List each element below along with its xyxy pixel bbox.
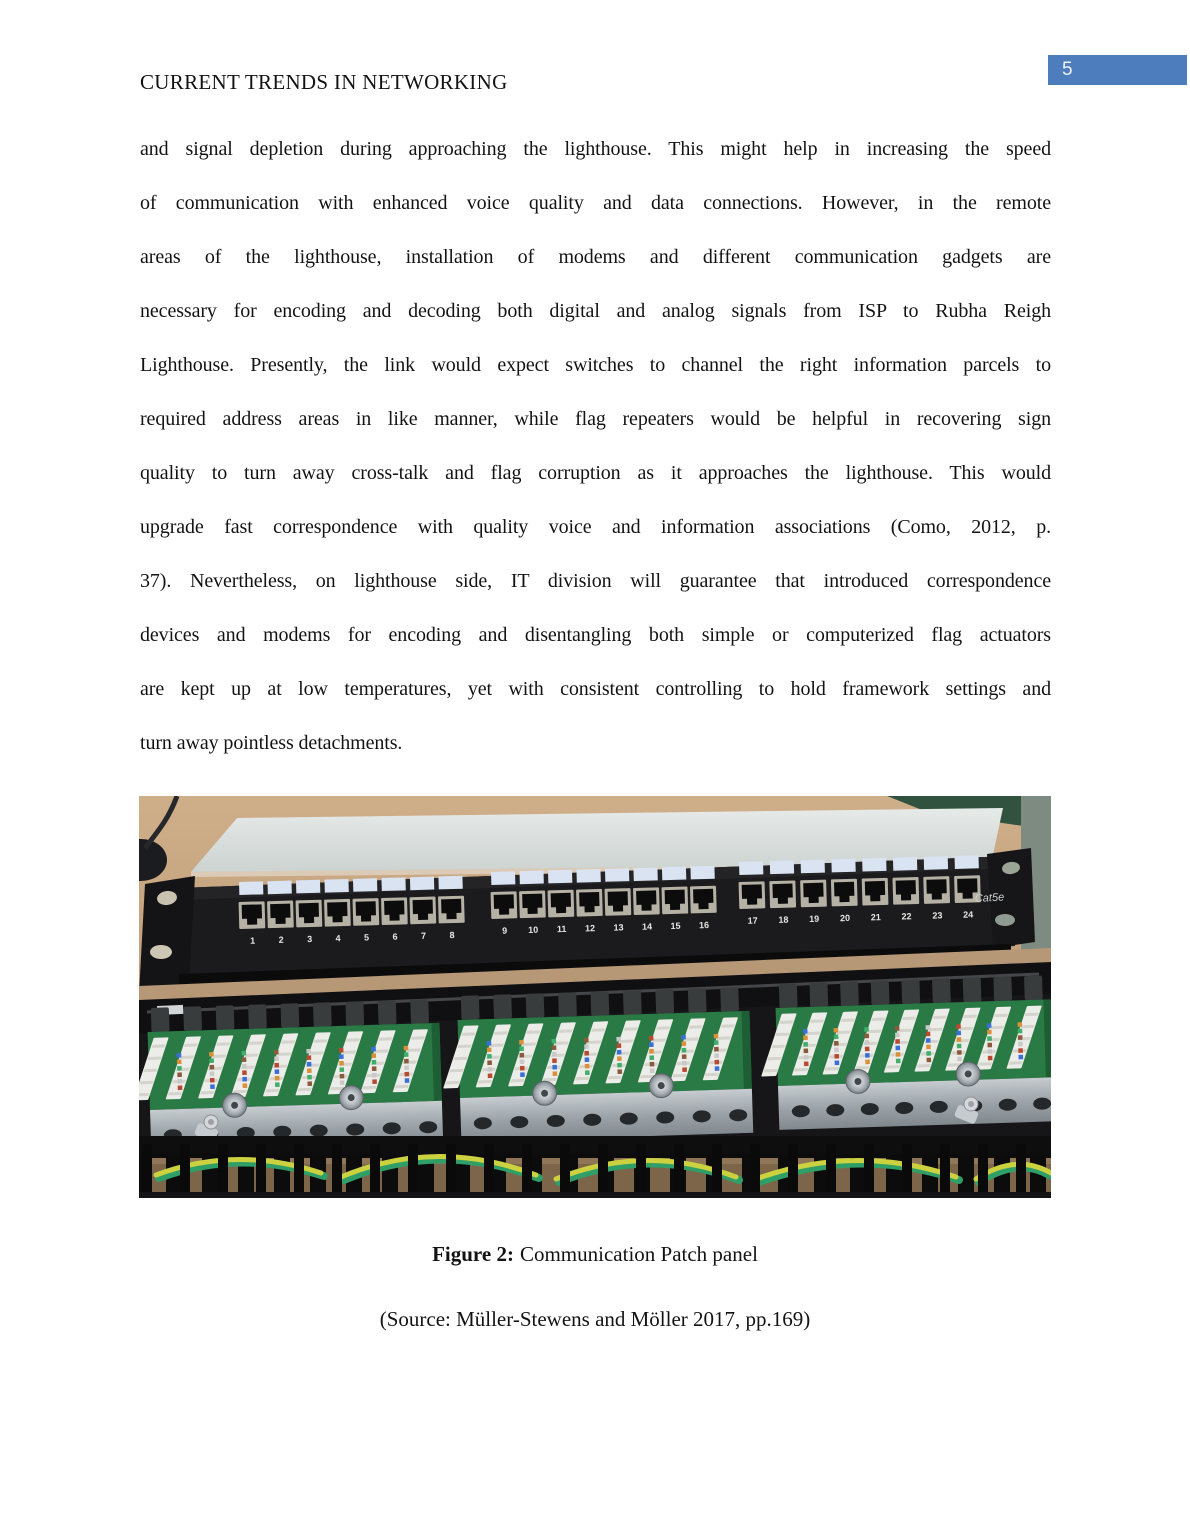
wire-mark [896, 1052, 901, 1057]
wire-mark [488, 1067, 493, 1072]
wire-mark [487, 1047, 492, 1052]
rear-fin [558, 992, 577, 1017]
wire-mark [242, 1057, 247, 1062]
port-number: 16 [698, 919, 710, 931]
wire-mark [926, 1025, 931, 1030]
rear-fin [461, 995, 480, 1020]
wire-mark [339, 1067, 344, 1072]
wire-mark [584, 1044, 589, 1049]
port-number: 1 [249, 935, 256, 946]
wire-mark [714, 1034, 719, 1039]
wire-mark [371, 1053, 376, 1058]
body-line: required address areas in like manner, while flag repeaters would be helpful in recovering sign [140, 408, 1051, 430]
rear-fin [281, 1003, 300, 1028]
wire-mark [274, 1050, 279, 1055]
port-number: 22 [901, 911, 912, 922]
wire-mark [584, 1038, 589, 1043]
wire-mark [987, 1043, 992, 1048]
wire-mark [988, 1049, 993, 1054]
wire-mark [803, 1042, 808, 1047]
rear-fin [313, 1002, 332, 1027]
port-label-window [862, 858, 886, 872]
wire-mark [405, 1072, 410, 1077]
wire-mark [488, 1073, 493, 1078]
port-number: 12 [584, 923, 596, 934]
wire-mark [178, 1079, 183, 1084]
body-line: 37). Nevertheless, on lighthouse side, IT division will guarantee that introduced correspondence [140, 570, 1051, 592]
wire-mark [895, 1026, 900, 1031]
port-label-window [353, 878, 377, 892]
wire-mark [926, 1045, 931, 1050]
wire-mark [372, 1073, 377, 1078]
wire-mark [209, 1058, 214, 1063]
wire-mark [682, 1048, 687, 1053]
wire-mark [177, 1066, 182, 1071]
wire-mark [835, 1061, 840, 1066]
wire-mark [834, 1035, 839, 1040]
wire-mark [371, 1047, 376, 1052]
wire-mark [957, 1050, 962, 1055]
wire-mark [519, 1046, 524, 1051]
body-line: necessary for encoding and decoding both digital and analog signals from ISP to Rubha Reigh [140, 300, 1051, 322]
port-number: 4 [335, 933, 341, 944]
port-number: 13 [613, 922, 624, 933]
wire-mark [584, 1051, 589, 1056]
port-label-window [739, 861, 763, 875]
wire-mark [242, 1051, 247, 1056]
wire-mark [275, 1082, 280, 1087]
wire-mark [210, 1084, 215, 1089]
cable-fingers [139, 1144, 1051, 1194]
wire-mark [487, 1041, 492, 1046]
wire-mark [616, 1037, 621, 1042]
rear-fin [623, 990, 642, 1015]
wire-mark [715, 1066, 720, 1071]
wire-mark [1018, 1042, 1023, 1047]
rear-fin [993, 977, 1012, 1002]
rear-fin [183, 1006, 202, 1031]
wire-mark [617, 1063, 622, 1068]
wire-mark [987, 1030, 992, 1035]
port-label-window [239, 881, 263, 895]
patch-panel-photo [139, 796, 1051, 1198]
body-line: are kept up at low temperatures, yet with consistent controlling to hold framework settings and [140, 678, 1051, 700]
wire-mark [956, 1024, 961, 1029]
wire-mark [307, 1068, 312, 1073]
wire-mark [242, 1064, 247, 1069]
wire-mark [552, 1039, 557, 1044]
wire-mark [715, 1060, 720, 1065]
rear-fin [720, 987, 739, 1012]
rear-fin [591, 991, 610, 1016]
wire-mark [988, 1056, 993, 1061]
wire-mark [210, 1078, 215, 1083]
wire-mark [307, 1062, 312, 1067]
wire-mark [553, 1071, 558, 1076]
port-label-window [893, 857, 917, 871]
wire-mark [649, 1049, 654, 1054]
wire-mark [339, 1048, 344, 1053]
wire-mark [987, 1023, 992, 1028]
port-number: 14 [641, 921, 653, 932]
rear-fin [1024, 976, 1043, 1001]
rear-fin [688, 988, 707, 1013]
wire-mark [834, 1054, 839, 1059]
wire-mark [520, 1053, 525, 1058]
wire-mark [372, 1060, 377, 1065]
wire-mark [519, 1040, 524, 1045]
figure-source: (Source: Müller-Stewens and Möller 2017, pp.169) [379, 1307, 811, 1331]
body-line: upgrade fast correspondence with quality voice and information associations (Como, 2012, p. [140, 516, 1051, 538]
port-label-window [296, 880, 320, 894]
wire-mark [177, 1053, 182, 1058]
wire-mark [865, 1040, 870, 1045]
wire-mark [895, 1046, 900, 1051]
wire-mark [178, 1085, 183, 1090]
port-label-window [324, 879, 348, 893]
wire-mark [404, 1065, 409, 1070]
rear-fin [871, 980, 890, 1005]
port-label-window [548, 870, 572, 884]
rear-fin [248, 1004, 267, 1029]
rear-fin [151, 1007, 170, 1032]
wire-mark [372, 1066, 377, 1071]
rear-fin [493, 994, 512, 1019]
wire-mark [552, 1045, 557, 1050]
port-label-window [381, 877, 405, 891]
wire-mark [585, 1070, 590, 1075]
wire-mark [804, 1055, 809, 1060]
body-line: of communication with enhanced voice quality and data connections. However, in the remote [140, 192, 1051, 214]
port-number: 18 [778, 914, 789, 925]
wire-mark [585, 1064, 590, 1069]
port-label-window [410, 877, 434, 891]
rear-fin [378, 1000, 397, 1025]
wire-mark [926, 1032, 931, 1037]
wire-mark [1017, 1022, 1022, 1027]
wire-mark [714, 1040, 719, 1045]
wire-mark [1018, 1048, 1023, 1053]
rear-fin [410, 999, 429, 1024]
wire-mark [650, 1068, 655, 1073]
wire-mark [649, 1036, 654, 1041]
port-label-window [924, 856, 948, 870]
wire-mark [177, 1059, 182, 1064]
rear-fin [932, 978, 951, 1003]
port-number: 17 [747, 915, 758, 926]
body-line: devices and modems for encoding and disentangling both simple or computerized flag actuators [140, 624, 1051, 646]
wire-mark [177, 1072, 182, 1077]
wire-mark [1018, 1029, 1023, 1034]
photo-bottom-edge [139, 1192, 1051, 1198]
wire-mark [956, 1031, 961, 1036]
rear-fin [655, 989, 674, 1014]
wire-mark [210, 1071, 215, 1076]
port-label-window [662, 867, 686, 881]
wire-mark [927, 1058, 932, 1063]
wire-mark [926, 1051, 931, 1056]
port-number: 9 [501, 925, 508, 936]
wire-mark [803, 1035, 808, 1040]
wire-mark [896, 1059, 901, 1064]
wire-mark [617, 1056, 622, 1061]
wire-mark [682, 1061, 687, 1066]
wire-mark [520, 1072, 525, 1077]
port-number: 2 [278, 934, 284, 945]
wire-mark [307, 1081, 312, 1086]
port-number: 6 [392, 931, 398, 942]
wire-mark [487, 1060, 492, 1065]
wire-mark [552, 1052, 557, 1057]
port-label-window [438, 876, 462, 890]
figure-label: Figure 2: [432, 1242, 514, 1266]
wire-mark [552, 1058, 557, 1063]
rear-fin [809, 982, 828, 1007]
wire-mark [864, 1034, 869, 1039]
port-number: 7 [420, 930, 427, 941]
port-label-window [519, 871, 543, 885]
wire-mark [275, 1069, 280, 1074]
port-number: 5 [363, 932, 370, 943]
port-number: 20 [839, 912, 851, 924]
wire-mark [242, 1077, 247, 1082]
rear-fin [216, 1005, 235, 1030]
wire-mark [617, 1043, 622, 1048]
wire-mark [681, 1041, 686, 1046]
rear-fin [963, 978, 982, 1003]
port-number: 21 [870, 912, 881, 923]
wire-mark [926, 1038, 931, 1043]
wire-mark [865, 1053, 870, 1058]
wire-mark [1018, 1035, 1023, 1040]
port-label-window [605, 868, 629, 882]
rear-fin [526, 993, 545, 1018]
port-number: 10 [527, 924, 539, 935]
port-number: 3 [306, 933, 313, 945]
wire-mark [895, 1039, 900, 1044]
port-label-window [633, 867, 657, 881]
port-number: 8 [449, 930, 455, 941]
wire-mark [617, 1069, 622, 1074]
body-line: areas of the lighthouse, installation of modems and different communication gadgets are [140, 246, 1051, 268]
wire-mark [834, 1028, 839, 1033]
rear-fin [840, 981, 859, 1006]
figure-caption [0, 1242, 1190, 1267]
port-number: 24 [963, 909, 974, 920]
wire-mark [682, 1067, 687, 1072]
wire-mark [957, 1044, 962, 1049]
wire-mark [804, 1061, 809, 1066]
port-label-window [831, 859, 855, 873]
running-head: CURRENT TRENDS IN NETWORKING [140, 70, 508, 94]
wire-mark [552, 1065, 557, 1070]
port-number: 15 [670, 920, 681, 932]
wire-mark [209, 1052, 214, 1057]
port-label-window [801, 860, 825, 874]
wire-mark [306, 1049, 311, 1054]
wire-mark [275, 1076, 280, 1081]
wire-mark [682, 1054, 687, 1059]
wire-mark [1018, 1055, 1023, 1060]
wire-mark [714, 1053, 719, 1058]
port-number: 11 [556, 923, 567, 935]
wire-mark [242, 1070, 247, 1075]
wire-mark [834, 1041, 839, 1046]
wire-mark [895, 1033, 900, 1038]
wire-mark [404, 1052, 409, 1057]
body-line: turn away pointless detachments. [140, 732, 403, 754]
wire-mark [804, 1048, 809, 1053]
wire-mark [957, 1037, 962, 1042]
wire-mark [649, 1055, 654, 1060]
wire-mark [243, 1083, 248, 1088]
wire-mark [339, 1061, 344, 1066]
wire-mark [404, 1046, 409, 1051]
wire-mark [340, 1074, 345, 1079]
paragraph [140, 122, 1051, 770]
wire-mark [307, 1075, 312, 1080]
mount-hole [995, 914, 1015, 926]
wire-mark [405, 1078, 410, 1083]
wire-mark [987, 1036, 992, 1041]
wire-mark [834, 1048, 839, 1053]
port-label-window [690, 866, 714, 880]
wire-mark [274, 1063, 279, 1068]
body-line: Lighthouse. Presently, the link would expect switches to channel the right information parcels to [140, 354, 1051, 376]
wire-mark [274, 1056, 279, 1061]
wire-mark [210, 1065, 215, 1070]
port-number: 19 [809, 913, 820, 925]
body-line: and signal depletion during approaching the lighthouse. This might help in increasing the speed [140, 138, 1051, 160]
wire-mark [340, 1080, 345, 1085]
wire-mark [803, 1029, 808, 1034]
port-number: 23 [932, 910, 943, 921]
page-number: 5 [1062, 59, 1073, 80]
port-label-window [491, 871, 515, 885]
wire-mark [487, 1054, 492, 1059]
body-line: quality to turn away cross-talk and flag corruption as it approaches the lighthouse. This would [140, 462, 1051, 484]
port-label-window [770, 860, 794, 874]
wire-mark [681, 1035, 686, 1040]
rear-fin [901, 979, 920, 1004]
rear-fin [779, 983, 798, 1008]
wire-mark [650, 1062, 655, 1067]
wire-mark [307, 1055, 312, 1060]
port-label-window [267, 881, 291, 895]
wire-mark [714, 1047, 719, 1052]
figure-caption-text: Communication Patch panel [519, 1242, 758, 1266]
wire-mark [520, 1066, 525, 1071]
wire-mark [865, 1060, 870, 1065]
wire-mark [864, 1027, 869, 1032]
port-label-window [576, 869, 600, 883]
cat5e-label: Cat5e [974, 891, 1005, 905]
page-number-badge [1048, 55, 1187, 85]
mount-hole [150, 945, 172, 959]
port-label-window [955, 855, 979, 869]
wire-mark [372, 1079, 377, 1084]
wire-mark [404, 1059, 409, 1064]
wire-mark [649, 1042, 654, 1047]
wire-mark [339, 1054, 344, 1059]
wire-mark [617, 1050, 622, 1055]
wire-mark [520, 1059, 525, 1064]
rear-fin [345, 1001, 364, 1026]
wire-mark [957, 1057, 962, 1062]
wire-mark [865, 1047, 870, 1052]
wire-mark [585, 1057, 590, 1062]
